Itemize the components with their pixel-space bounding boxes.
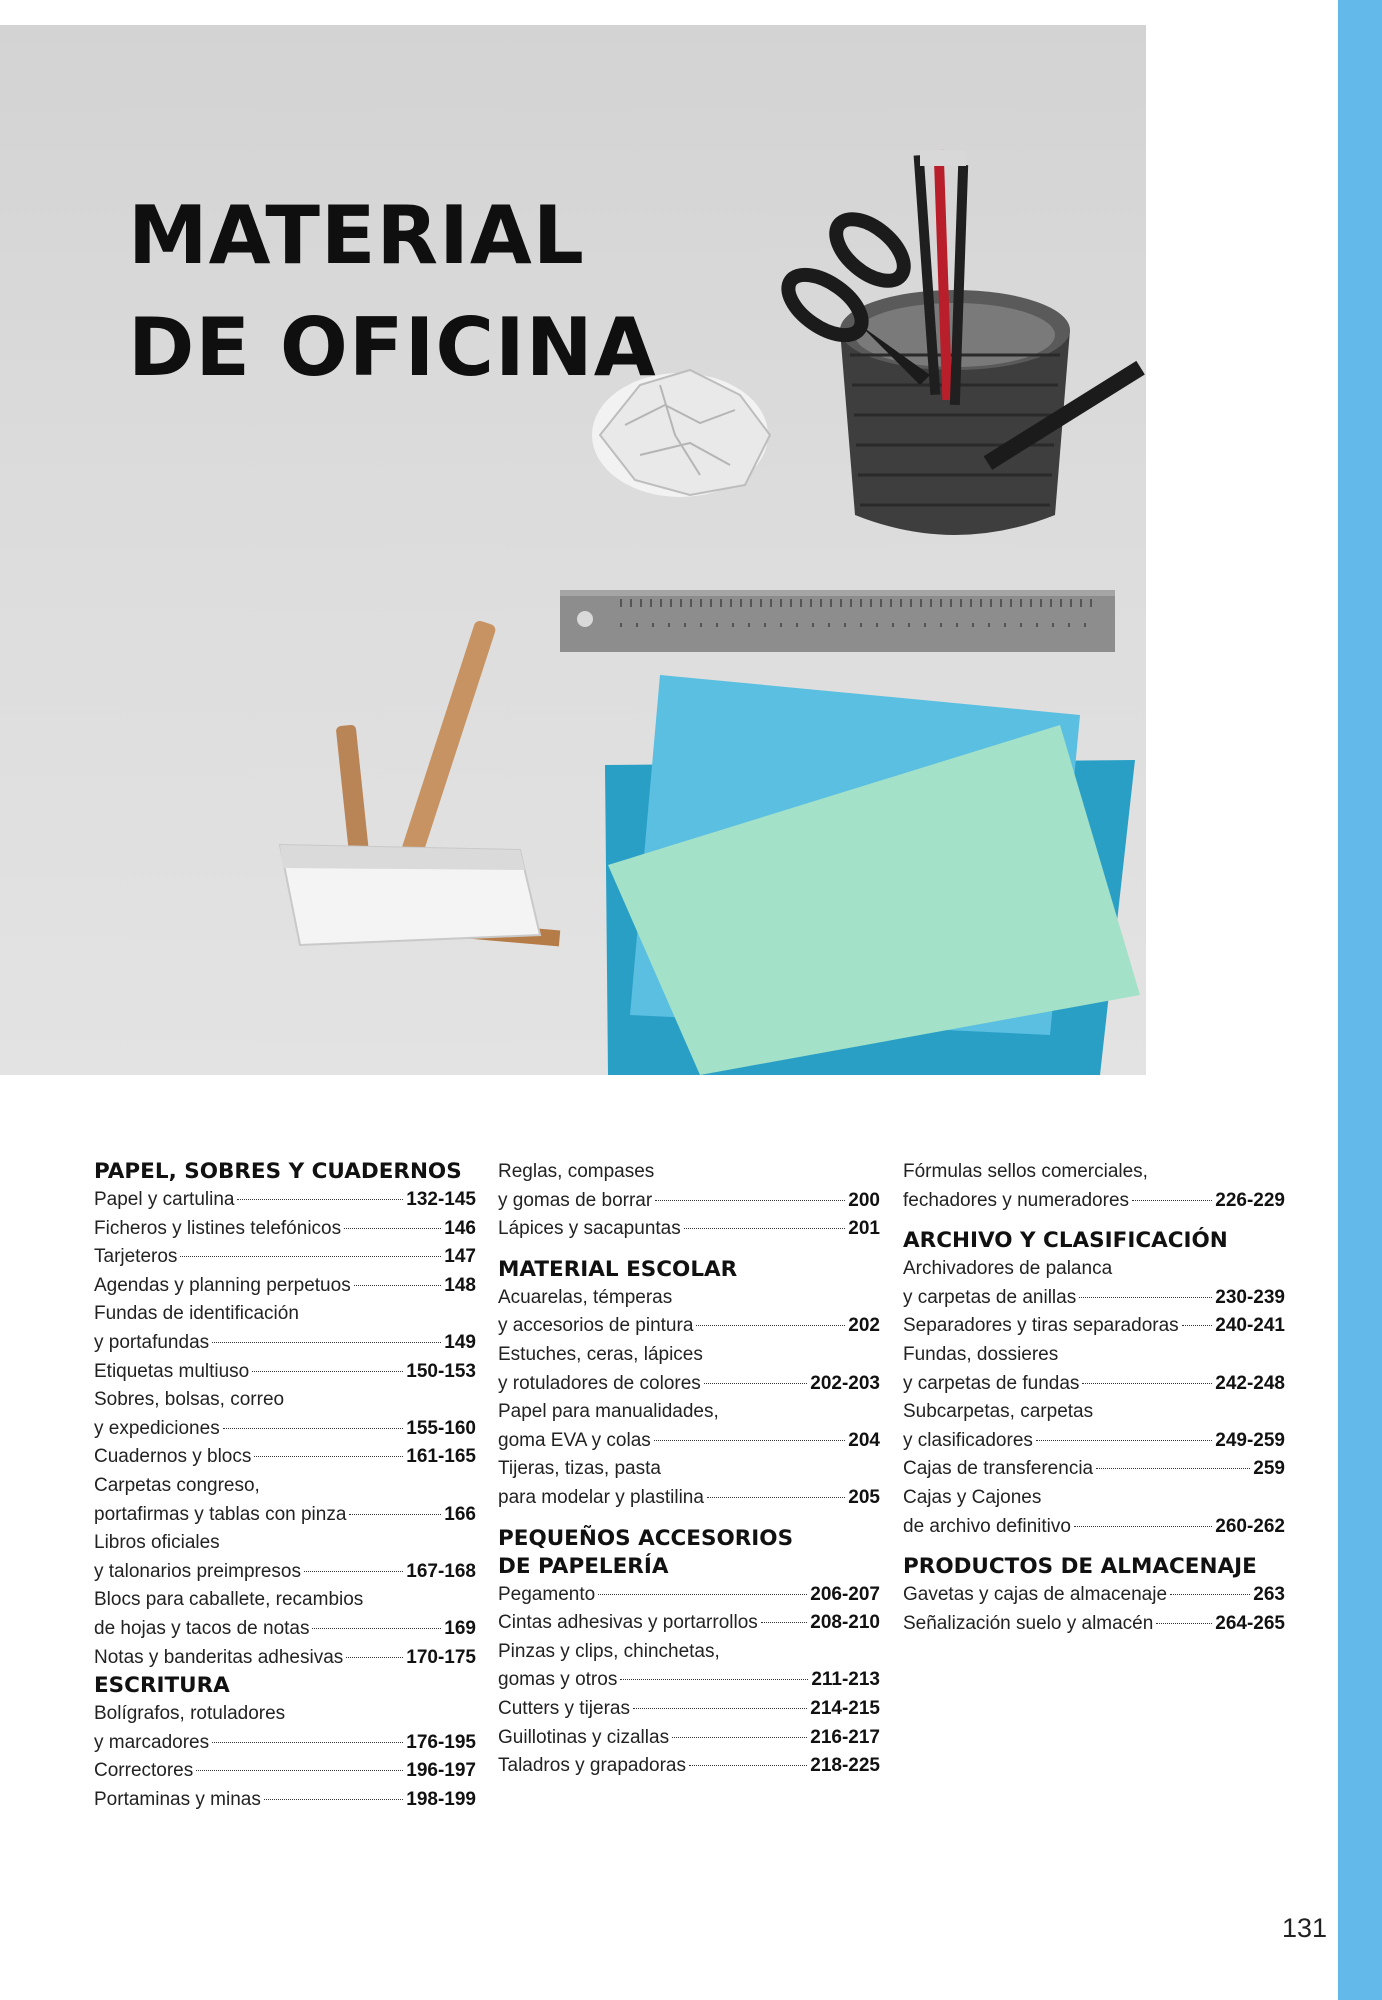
index-entry[interactable]: y gomas de borrar 200 — [498, 1189, 880, 1211]
section-heading: ESCRITURA — [94, 1673, 230, 1699]
index-entry-prefix: Sobres, bolsas, correo — [94, 1389, 285, 1411]
index-entry[interactable]: Cutters y tijeras 214-215 — [498, 1697, 880, 1719]
index-entry[interactable]: y accesorios de pintura 202 — [498, 1315, 880, 1337]
mini-easel — [280, 619, 560, 946]
index-entry[interactable]: y talonarios preimpresos 167-168 — [94, 1560, 476, 1582]
index-entry[interactable]: y expediciones 155-160 — [94, 1417, 476, 1439]
index-entry[interactable]: Tarjeteros 147 — [94, 1246, 476, 1268]
index-entry[interactable]: Papel y cartulina 132-145 — [94, 1189, 476, 1210]
index-entry[interactable]: Cintas adhesivas y portarrollos 208-210 — [498, 1612, 880, 1634]
index-entry-prefix: Subcarpetas, carpetas — [903, 1401, 1094, 1423]
index-entry[interactable]: y carpetas de fundas 242-248 — [903, 1372, 1285, 1394]
index-entry[interactable]: Pegamento 206-207 — [498, 1583, 880, 1605]
index-entry[interactable]: Agendas y planning perpetuos 148 — [94, 1274, 476, 1296]
index-column-1 — [94, 1158, 476, 1814]
index-entry[interactable]: Cuadernos y blocs 161-165 — [94, 1446, 476, 1468]
side-color-stripe — [1338, 0, 1382, 2000]
index-entry-prefix: Tijeras, tizas, pasta — [498, 1458, 661, 1480]
index-column-2 — [498, 1158, 880, 1781]
index-entry[interactable]: Ficheros y listines telefónicos 146 — [94, 1217, 476, 1239]
index-entry-prefix: Papel para manualidades, — [498, 1401, 719, 1423]
section-heading: ARCHIVO Y CLASIFICACIÓN — [903, 1228, 1228, 1254]
index-entry-prefix: Cajas y Cajones — [903, 1486, 1042, 1508]
index-entry-prefix: Acuarelas, témperas — [498, 1286, 673, 1308]
section-heading: DE PAPELERÍA — [498, 1553, 669, 1579]
index-entry-prefix: Reglas, compases — [498, 1161, 655, 1182]
index-entry[interactable]: Notas y banderitas adhesivas 170-175 — [94, 1646, 476, 1668]
ruler — [560, 590, 1115, 652]
index-entry[interactable]: y rotuladores de colores 202-203 — [498, 1372, 880, 1394]
colored-papers — [605, 675, 1140, 1075]
index-column-3 — [903, 1158, 1285, 1638]
section-heading: PRODUCTOS DE ALMACENAJE — [903, 1554, 1257, 1580]
index-entry-prefix: Fórmulas sellos comerciales, — [903, 1161, 1148, 1182]
index-entry-prefix: Fundas de identificación — [94, 1303, 299, 1325]
index-entry[interactable]: de archivo definitivo 260-262 — [903, 1515, 1285, 1537]
page-number: 131 — [1282, 1913, 1328, 1943]
index-entry-prefix: Fundas, dossieres — [903, 1343, 1059, 1365]
index-entry[interactable]: para modelar y plastilina 205 — [498, 1486, 880, 1508]
index-entry[interactable]: Guillotinas y cizallas 216-217 — [498, 1726, 880, 1748]
index-entry[interactable]: Taladros y grapadoras 218-225 — [498, 1755, 880, 1777]
page-title — [128, 180, 657, 404]
index-entry[interactable]: Correctores 196-197 — [94, 1760, 476, 1782]
index-entry[interactable]: Lápices y sacapuntas 201 — [498, 1218, 880, 1240]
index-entry[interactable]: goma EVA y colas 204 — [498, 1429, 880, 1451]
index-entry[interactable]: Portaminas y minas 198-199 — [94, 1788, 476, 1810]
hero-photo — [0, 25, 1146, 1075]
index-entry-prefix: Libros oficiales — [94, 1532, 220, 1554]
index-entry[interactable]: y marcadores 176-195 — [94, 1731, 476, 1753]
index-entry[interactable]: de hojas y tacos de notas 169 — [94, 1617, 476, 1639]
index-entry-prefix: Carpetas congreso, — [94, 1474, 260, 1496]
index-entry-prefix: Archivadores de palanca — [903, 1258, 1113, 1280]
section-heading: PAPEL, SOBRES Y CUADERNOS — [94, 1159, 462, 1184]
page-title-line2: DE OFICINA — [128, 301, 657, 394]
index-entry-prefix: Blocs para caballete, recambios — [94, 1589, 364, 1611]
index-entry[interactable]: portafirmas y tablas con pinza 166 — [94, 1503, 476, 1525]
index-entry[interactable]: Gavetas y cajas de almacenaje 263 — [903, 1584, 1285, 1606]
section-heading: PEQUEÑOS ACCESORIOS — [498, 1525, 794, 1551]
index-entry[interactable]: y portafundas 149 — [94, 1331, 476, 1353]
index-entry[interactable]: gomas y otros 211-213 — [498, 1669, 880, 1691]
section-heading: MATERIAL ESCOLAR — [498, 1256, 738, 1282]
index-entry[interactable]: Etiquetas multiuso 150-153 — [94, 1360, 476, 1382]
index-entry[interactable]: Cajas de transferencia 259 — [903, 1458, 1285, 1480]
index-entry-prefix: Estuches, ceras, lápices — [498, 1343, 703, 1365]
index-entry[interactable]: Señalización suelo y almacén 264-265 — [903, 1612, 1285, 1634]
index-entry-prefix: Bolígrafos, rotuladores — [94, 1703, 286, 1725]
index-entry[interactable]: fechadores y numeradores 226-229 — [903, 1189, 1285, 1211]
index-entry[interactable]: y carpetas de anillas 230-239 — [903, 1286, 1285, 1308]
index-entry-prefix: Pinzas y clips, chinchetas, — [498, 1640, 720, 1662]
page-title-line1: MATERIAL — [128, 189, 585, 282]
index-entry[interactable]: Separadores y tiras separadoras 240-241 — [903, 1315, 1285, 1337]
index-entry[interactable]: y clasificadores 249-259 — [903, 1429, 1285, 1451]
